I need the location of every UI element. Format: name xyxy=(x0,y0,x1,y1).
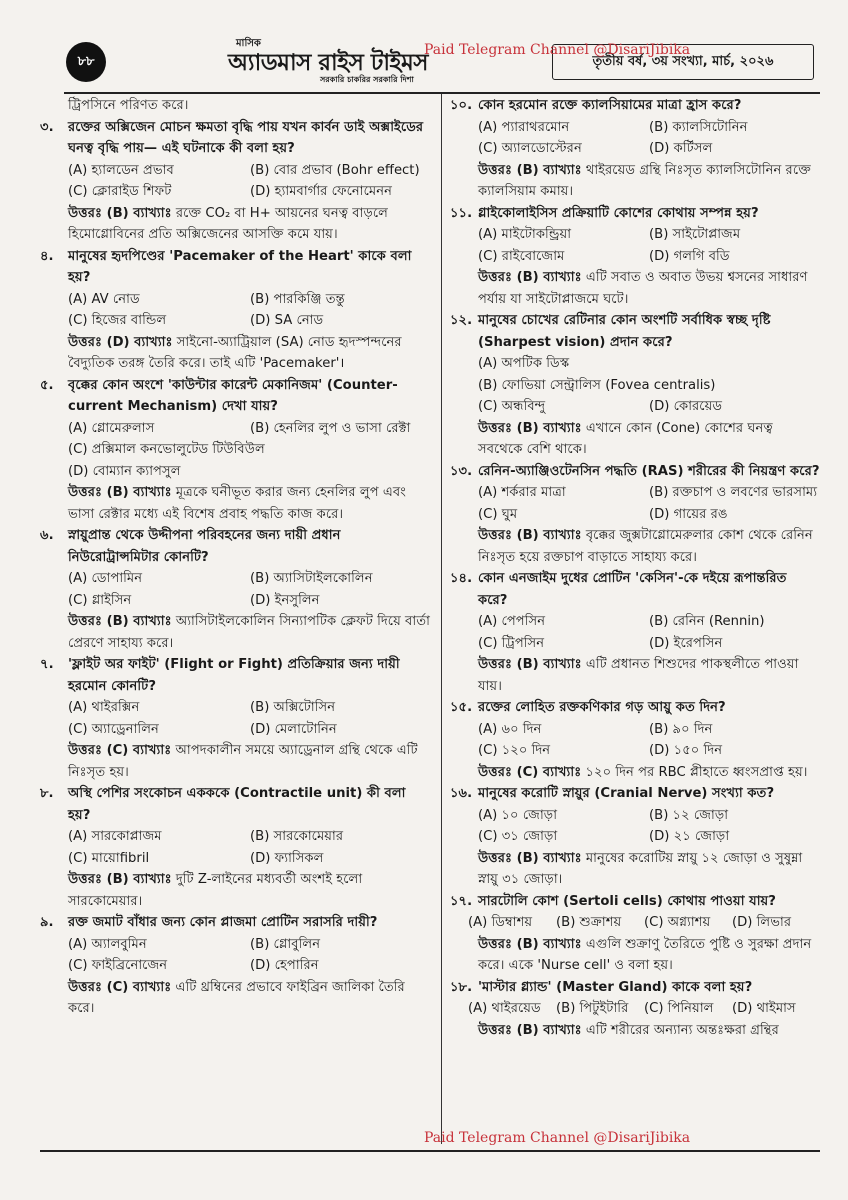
question-number: ৮. xyxy=(40,786,54,801)
option-c: (C) ৩১ জোড়া xyxy=(478,829,558,844)
question-6 xyxy=(40,525,432,654)
footer-rule xyxy=(40,1150,820,1152)
option-b: (B) রক্তচাপ ও লবণের ভারসাম্য xyxy=(649,485,818,500)
answer xyxy=(450,848,820,891)
answer-text: মানুষের করোটিয় স্নায়ু ১২ জোড়া ও সুষুম্না স্নায়ু ৩১ জোড়া। xyxy=(478,850,803,887)
option-a: (A) অ্যালবুমিন xyxy=(68,936,147,952)
option-c: (C) গ্লাইসিন xyxy=(68,592,132,608)
answer-label: উত্তরঃ (C) ব্যাখ্যাঃ xyxy=(68,743,172,758)
question-number: ১৮. xyxy=(450,979,473,995)
answer xyxy=(450,418,820,461)
answer xyxy=(40,740,432,783)
answer xyxy=(450,762,820,784)
answer-label: উত্তরঃ (B) ব্যাখ্যাঃ xyxy=(478,420,582,436)
option-d: (D) কর্টিসল xyxy=(649,141,713,156)
options xyxy=(40,418,432,440)
question-18 xyxy=(450,977,820,1042)
answer-label: উত্তরঃ (B) ব্যাখ্যাঃ xyxy=(68,485,172,500)
question-number: ১৪. xyxy=(450,571,473,586)
options xyxy=(40,568,432,611)
option-b: (B) গ্লোবুলিন xyxy=(250,936,321,952)
question-text: গ্লাইকোলাইসিস প্রক্রিয়াটি কোশের কোথায় সম্পন্ন হয়? xyxy=(478,205,759,221)
answer xyxy=(40,203,432,246)
question-text: বৃক্কের কোন অংশে 'কাউন্টার কারেন্ট মেকানিজম' (Counter-current Mechanism) দেখা যায়? xyxy=(68,377,398,414)
option-d: (D) ২১ জোড়া xyxy=(649,829,730,844)
option-c: (C) ১২০ দিন xyxy=(478,743,551,758)
page-number: ৮৮ xyxy=(66,42,106,82)
answer-text: বৃক্কের জুক্সটাগ্লোমেরুলার কোশ থেকে রেনিন নিঃসৃত হয়ে রক্তচাপ বাড়াতে সাহায্য করে। xyxy=(478,528,813,565)
answer-label: উত্তরঃ (B) ব্যাখ্যাঃ xyxy=(478,936,582,952)
answer xyxy=(40,332,432,375)
answer-label: উত্তরঃ (B) ব্যাখ্যাঃ xyxy=(478,528,582,543)
option-a: (A) প্যারাথরমোন xyxy=(478,119,570,135)
question-number: ৭. xyxy=(40,657,54,672)
option-a: (A) হ্যালডেন প্রভাব xyxy=(68,162,174,178)
option-d: (D) লিভার xyxy=(732,915,792,930)
option-a: (A) মাইটোকন্ড্রিয়া xyxy=(478,227,572,242)
answer-text: আপদকালীন সময়ে অ্যাড্রেনাল গ্রন্থি থেকে এটি নিঃসৃত হয়। xyxy=(68,743,418,780)
options xyxy=(450,912,820,934)
answer xyxy=(40,611,432,654)
option-a: (A) পেপসিন xyxy=(478,614,546,629)
question-number: ৬. xyxy=(40,528,54,543)
question-13 xyxy=(450,461,820,569)
options xyxy=(450,805,820,848)
option-c: (C) ঘুম xyxy=(478,506,518,522)
option-a: (A) থাইরক্সিন xyxy=(68,700,140,715)
option-c: (C) রাইবোজোম xyxy=(478,248,565,264)
question-number: ১০. xyxy=(450,98,473,113)
question-text: মানুষের করোটি স্নায়ুর (Cranial Nerve) সংখ্যা কত? xyxy=(478,786,775,801)
question-number: ১৭. xyxy=(450,893,473,909)
option-c: (C) ফাইব্রিনোজেন xyxy=(68,958,168,973)
option-a: (A) শর্করার মাত্রা xyxy=(478,485,566,500)
question-2-continuation: ট্রিপসিনে পরিণত করে। xyxy=(68,98,189,113)
answer xyxy=(40,869,432,912)
question-4 xyxy=(40,246,432,375)
answer-text: দুটি Z-লাইনের মধ্যবর্তী অংশই হলো সারকোমেয়ার। xyxy=(68,872,363,909)
option-a: (A) সারকোপ্লাজম xyxy=(68,829,162,844)
question-text: সারটোলি কোশ (Sertoli cells) কোথায় পাওয়া যায়? xyxy=(478,893,776,909)
option-a: (A) গ্লোমেরুলাস xyxy=(68,420,155,436)
answer xyxy=(40,482,432,525)
options xyxy=(40,826,432,869)
answer xyxy=(450,654,820,697)
option-d: (D) মেলাটোনিন xyxy=(250,721,337,737)
options xyxy=(450,224,820,267)
option-b: (B) ৯০ দিন xyxy=(649,721,713,737)
left-column xyxy=(40,95,432,1020)
answer xyxy=(40,977,432,1020)
option-c: (C) অন্ধবিন্দু xyxy=(478,399,546,414)
answer-label: উত্তরঃ (B) ব্যাখ্যাঃ xyxy=(478,270,582,285)
option-d: (D) গায়ের রঙ xyxy=(649,506,728,522)
question-number: ৯. xyxy=(40,915,54,930)
masthead-title: অ্যাডমাস রাইস টাইমস xyxy=(228,49,428,76)
answer-text: এটি সবাত ও অবাত উভয় শ্বসনের সাধারণ পর্যায় যা সাইটোপ্লাজমে ঘটে। xyxy=(478,270,808,307)
question-17 xyxy=(450,891,820,977)
question-text: রক্তের লোহিত রক্তকণিকার গড় আয়ু কত দিন? xyxy=(478,700,726,715)
question-3 xyxy=(40,117,432,246)
option-c: (C) হিজের বান্ডিল xyxy=(68,313,167,328)
option-c: (C) প্রক্সিমাল কনভোলুটেড টিউবিউল xyxy=(68,442,265,457)
option-d: (D) ১৫০ দিন xyxy=(649,743,723,758)
answer-text: এগুলি শুক্রাণু তৈরিতে পুষ্টি ও সুরক্ষা প্রদান করে। একে 'Nurse cell' ও বলা হয়। xyxy=(478,936,812,973)
option-d: (D) ইরেপসিন xyxy=(649,635,723,651)
option-d: (D) ফ্যাসিকল xyxy=(250,850,324,866)
option-b: (B) সারকোমেয়ার xyxy=(250,829,344,844)
watermark-top: Paid Telegram Channel @DisariJibika xyxy=(424,42,691,58)
answer-text: ১২০ দিন পর RBC প্লীহাতে ধ্বংসপ্রাপ্ত হয়। xyxy=(585,764,808,780)
question-9 xyxy=(40,912,432,1020)
option-b: (B) পারকিঞ্জি তন্তু xyxy=(250,291,345,307)
question-number: ৪. xyxy=(40,248,54,264)
answer xyxy=(450,160,820,203)
answer-label: উত্তরঃ (B) ব্যাখ্যাঃ xyxy=(68,614,172,629)
options xyxy=(40,160,432,203)
option-a: (A) থাইরয়েড xyxy=(468,1001,541,1016)
option-d: (D) হ্যামবার্গার ফেনোমেনন xyxy=(250,184,392,199)
answer-text: এটি থ্রম্বিনের প্রভাবে ফাইব্রিন জালিকা তৈরি করে। xyxy=(68,979,405,1016)
question-number: ১৫. xyxy=(450,700,473,715)
options xyxy=(40,289,432,332)
option-d: (D) থাইমাস xyxy=(732,1001,796,1016)
option-b: (B) রেনিন (Rennin) xyxy=(649,614,765,629)
question-number: ৫. xyxy=(40,377,54,393)
option-c: (C) পিনিয়াল xyxy=(644,1001,714,1016)
question-16 xyxy=(450,783,820,891)
question-text: মানুষের হৃদপিণ্ডের 'Pacemaker of the Heart' কাকে বলা হয়? xyxy=(68,248,412,285)
answer-label: উত্তরঃ (C) ব্যাখ্যাঃ xyxy=(478,764,582,780)
option-a: (A) AV নোড xyxy=(68,291,140,307)
question-number: ১৬. xyxy=(450,786,473,801)
question-number: ১২. xyxy=(450,313,473,328)
option-c: (C) অ্যাড্রেনালিন xyxy=(68,721,159,737)
question-text: রক্তের অক্সিজেন মোচন ক্ষমতা বৃদ্ধি পায় যখন কার্বন ডাই অক্সাইডের ঘনত্ব বৃদ্ধি পায়— এই ঘটনাকে কী বলা হয়? xyxy=(68,119,424,156)
answer xyxy=(450,1020,820,1042)
answer xyxy=(450,934,820,977)
option-b: (B) ১২ জোড়া xyxy=(649,807,729,823)
issue-info: তৃতীয় বর্ষ, ৩য় সংখ্যা, মার্চ, ২০২৬ xyxy=(552,44,814,80)
options xyxy=(450,482,820,525)
options xyxy=(40,934,432,977)
option-b: (B) হেনলির লুপ ও ভাসা রেক্টা xyxy=(250,420,411,436)
option-b: (B) অ্যাসিটাইলকোলিন xyxy=(250,571,373,586)
options xyxy=(450,611,820,654)
answer-label: উত্তরঃ (B) ব্যাখ্যাঃ xyxy=(478,850,582,866)
options xyxy=(40,697,432,740)
question-text: রক্ত জমাট বাঁধার জন্য কোন প্লাজমা প্রোটিন সরাসরি দায়ী? xyxy=(68,915,378,930)
option-a: (A) ডিম্বাশয় xyxy=(468,915,533,930)
column-divider xyxy=(441,94,442,1144)
question-7 xyxy=(40,654,432,783)
option-c: (C) ক্লোরাইড শিফট xyxy=(68,184,172,199)
option-c: (C) ট্রিপসিন xyxy=(478,635,545,651)
answer-label: উত্তরঃ (B) ব্যাখ্যাঃ xyxy=(68,872,172,887)
question-11 xyxy=(450,203,820,311)
option-b: (B) অক্সিটোসিন xyxy=(250,700,336,715)
answer-text: এখানে কোন (Cone) কোশের ঘনত্ব সবথেকে বেশি থাকে। xyxy=(478,420,773,457)
option-c: (C) মায়োfibril xyxy=(68,850,150,866)
answer-text: অ্যাসিটাইলকোলিন সিন্যাপটিক ক্লেফট দিয়ে বার্তা প্রেরণে সাহায্য করে। xyxy=(68,614,430,651)
masthead-small: মাসিক xyxy=(236,38,261,49)
options xyxy=(450,117,820,160)
option-d: (D) ইনসুলিন xyxy=(250,592,320,608)
question-number: ১১. xyxy=(450,205,473,221)
option-a: (A) অপটিক ডিস্ক xyxy=(478,356,570,371)
answer-label: উত্তরঃ (B) ব্যাখ্যাঃ xyxy=(68,205,172,221)
option-a: (A) ৬০ দিন xyxy=(478,721,542,737)
question-text: রেনিন-অ্যাঞ্জিওটেনসিন পদ্ধতি (RAS) শরীরের কী নিয়ন্ত্রণ করে? xyxy=(478,463,820,479)
option-a: (A) ডোপামিন xyxy=(68,571,143,586)
answer-label: উত্তরঃ (D) ব্যাখ্যাঃ xyxy=(68,334,173,350)
answer-text: এটি প্রধানত শিশুদের পাকস্থলীতে পাওয়া যায়। xyxy=(478,657,799,694)
option-b: (B) পিটুইটারি xyxy=(556,1001,629,1016)
options xyxy=(450,719,820,762)
option-d: (D) বোম্যান ক্যাপসুল xyxy=(68,463,181,479)
options xyxy=(450,396,820,418)
question-text: 'ফ্লাইট অর ফাইট' (Flight or Fight) প্রতিক্রিয়ার জন্য দায়ী হরমোন কোনটি? xyxy=(68,657,400,694)
question-text: কোন হরমোন রক্তে ক্যালসিয়ামের মাত্রা হ্রাস করে? xyxy=(478,98,742,113)
option-b: (B) ফোভিয়া সেন্ট্রালিস (Fovea centralis) xyxy=(478,377,716,393)
option-b: (B) বোর প্রভাব (Bohr effect) xyxy=(250,162,420,178)
option-a: (A) ১০ জোড়া xyxy=(478,807,558,823)
option-c: (C) অগ্ন্যাশয় xyxy=(644,915,711,930)
answer xyxy=(450,525,820,568)
answer-label: উত্তরঃ (B) ব্যাখ্যাঃ xyxy=(478,657,582,672)
answer-text: থাইরয়েড গ্রন্থি নিঃসৃত ক্যালসিটোনিন রক্তে ক্যালসিয়াম কমায়। xyxy=(478,162,811,199)
answer-text: মূত্রকে ঘনীভূত করার জন্য হেনলির লুপ এবং ভাসা রেক্টার মধ্যে এই বিশেষ প্রবাহ পদ্ধতি কাজ করে। xyxy=(68,485,406,522)
question-text: 'মাস্টার গ্ল্যান্ড' (Master Gland) কাকে বলা হয়? xyxy=(478,979,753,995)
option-b: (B) সাইটোপ্লাজম xyxy=(649,227,741,242)
answer-text: সাইনো-অ্যাট্রিয়াল (SA) নোড হৃদস্পন্দনের বৈদ্যুতিক তরঙ্গ তৈরি করে। তাই এটি 'Pacemaker'। xyxy=(68,334,402,371)
options xyxy=(450,998,820,1020)
question-14 xyxy=(450,568,820,697)
question-5 xyxy=(40,375,432,526)
option-b: (B) ক্যালসিটোনিন xyxy=(649,119,748,135)
option-d: (D) হেপারিন xyxy=(250,958,319,973)
option-d: (D) কোরয়েড xyxy=(649,399,723,414)
answer-text: এটি শরীরের অন্যান্য অন্তঃক্ষরা গ্রন্থির xyxy=(585,1022,779,1038)
option-b: (B) শুক্রাশয় xyxy=(556,915,622,930)
masthead-subtitle: সরকারি চাকরির সরকারি দিশা xyxy=(320,75,414,84)
answer-label: উত্তরঃ (B) ব্যাখ্যাঃ xyxy=(478,1022,582,1038)
option-d: (D) SA নোড xyxy=(250,313,324,328)
question-12 xyxy=(450,310,820,461)
question-8 xyxy=(40,783,432,912)
answer-label: উত্তরঃ (B) ব্যাখ্যাঃ xyxy=(478,162,582,178)
option-c: (C) অ্যালডোস্টেরন xyxy=(478,141,582,156)
header-rule xyxy=(64,92,820,94)
question-text: স্নায়ুপ্রান্ত থেকে উদ্দীপনা পরিবহনের জন্য দায়ী প্রধান নিউরোট্রান্সমিটার কোনটি? xyxy=(68,528,341,565)
question-10 xyxy=(450,95,820,203)
answer-label: উত্তরঃ (C) ব্যাখ্যাঃ xyxy=(68,979,172,995)
answer xyxy=(450,267,820,310)
answer-text: রক্তে CO₂ বা H+ আয়নের ঘনত্ব বাড়লে হিমোগ্লোবিনের প্রতি অক্সিজেনের আসক্তি কমে যায়। xyxy=(68,205,389,242)
question-text: মানুষের চোখের রেটিনার কোন অংশটি সর্বাধিক স্বচ্ছ দৃষ্টি (Sharpest vision) প্রদান করে? xyxy=(478,313,771,350)
question-text: অস্থি পেশির সংকোচন একককে (Contractile unit) কী বলা হয়? xyxy=(68,786,406,823)
watermark-bottom: Paid Telegram Channel @DisariJibika xyxy=(424,1130,691,1146)
question-15 xyxy=(450,697,820,783)
right-column xyxy=(450,95,820,1041)
option-d: (D) গলগি বডি xyxy=(649,248,730,264)
question-number: ১৩. xyxy=(450,463,473,479)
question-number: ৩. xyxy=(40,119,54,135)
question-text: কোন এনজাইম দুধের প্রোটিন 'কেসিন'-কে দইয়ে রূপান্তরিত করে? xyxy=(478,571,787,608)
